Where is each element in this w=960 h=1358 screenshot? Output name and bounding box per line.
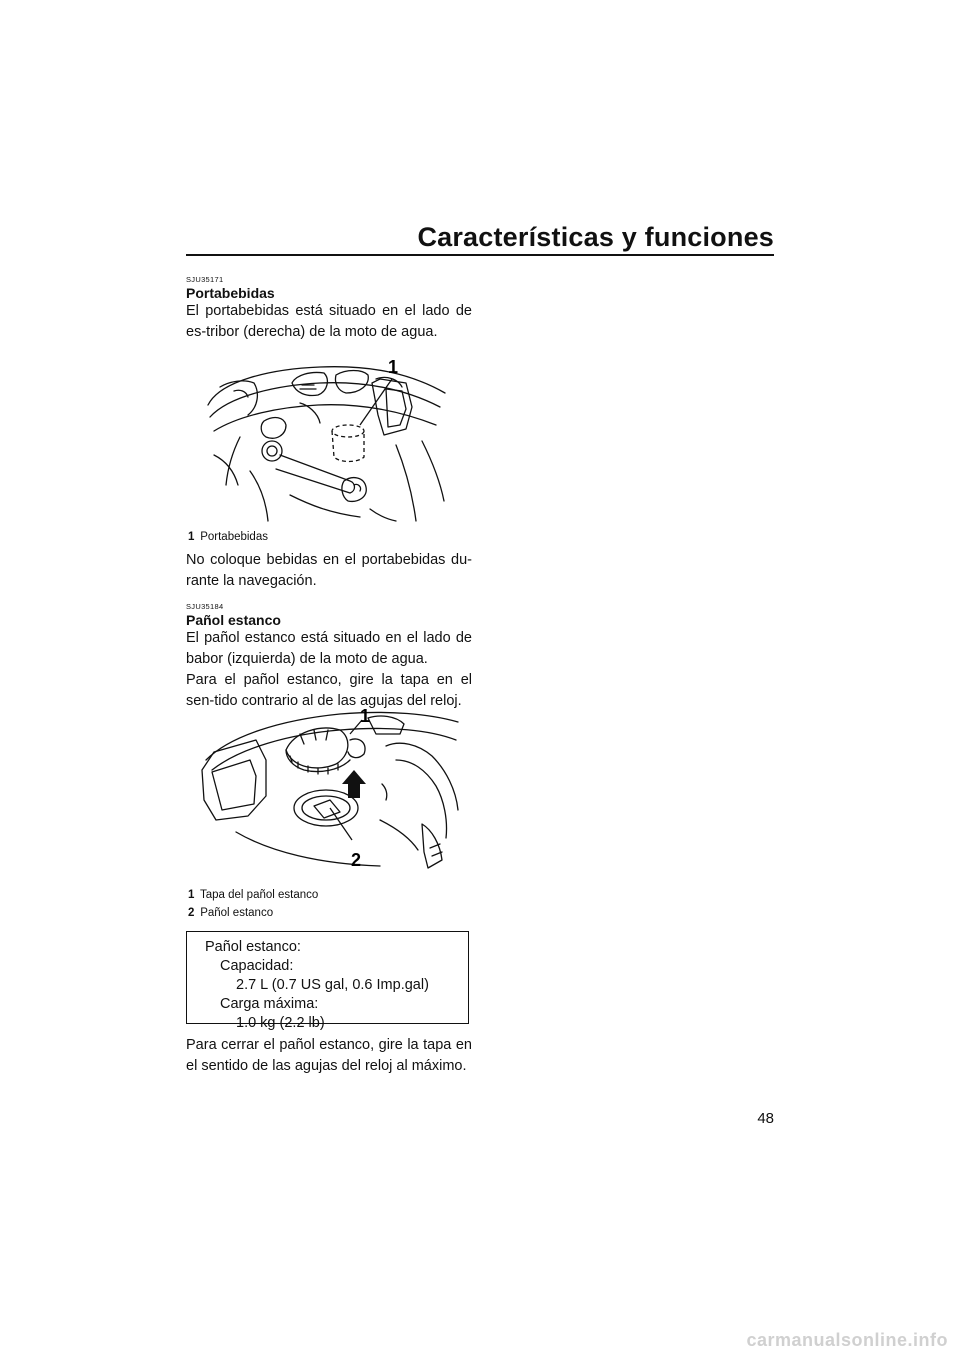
callout-label: 1 [360, 706, 371, 726]
storage-compartment-illustration [200, 700, 462, 880]
cup-holder-illustration [200, 345, 455, 527]
figure-caption [188, 904, 472, 922]
spec-title: Pañol estanco: [205, 939, 301, 955]
page-title: Características y funciones [417, 222, 774, 252]
section-portabebidas [186, 275, 472, 343]
caption-number: 1 [188, 889, 195, 901]
figure-caption [188, 528, 472, 546]
header-rule [186, 254, 774, 256]
page-number: 48 [757, 1110, 774, 1127]
paragraph: No coloque bebidas en el portabebidas du-rante la navegación. [186, 552, 472, 589]
caption-text: Tapa del pañol estanco [200, 889, 319, 901]
spec-label: Capacidad: [220, 958, 294, 974]
callout-label: 1 [388, 357, 399, 377]
spec-value: 2.7 L (0.7 US gal, 0.6 Imp.gal) [236, 977, 429, 993]
section-code: SJU35184 [186, 602, 224, 611]
caption-text: Portabebidas [200, 531, 268, 543]
specification-box [186, 931, 469, 1031]
caption-number: 1 [188, 531, 195, 543]
callout-label: 2 [351, 850, 362, 870]
figure-caption [188, 886, 472, 904]
caption-text: Pañol estanco [200, 907, 274, 919]
paragraph: Para cerrar el pañol estanco, gire la tapa en el sentido de las agujas del reloj al máximo. [186, 1037, 472, 1074]
watermark: carmanualsonline.info [746, 1330, 948, 1350]
caption-number: 2 [188, 907, 195, 919]
section-heading: Portabebidas [186, 285, 275, 301]
paragraph: El pañol estanco está situado en el lado de babor (izquierda) de la moto de agua. [186, 630, 472, 667]
spec-value: 1.0 kg (2.2 lb) [236, 1015, 325, 1031]
section-code: SJU35171 [186, 275, 224, 284]
paragraph: Para el pañol estanco, gire la tapa en el sen-tido contrario al de las agujas del reloj. [186, 672, 472, 709]
section-heading: Pañol estanco [186, 612, 281, 628]
spec-label: Carga máxima: [220, 996, 319, 1012]
paragraph: El portabebidas está situado en el lado de es-tribor (derecha) de la moto de agua. [186, 303, 472, 340]
